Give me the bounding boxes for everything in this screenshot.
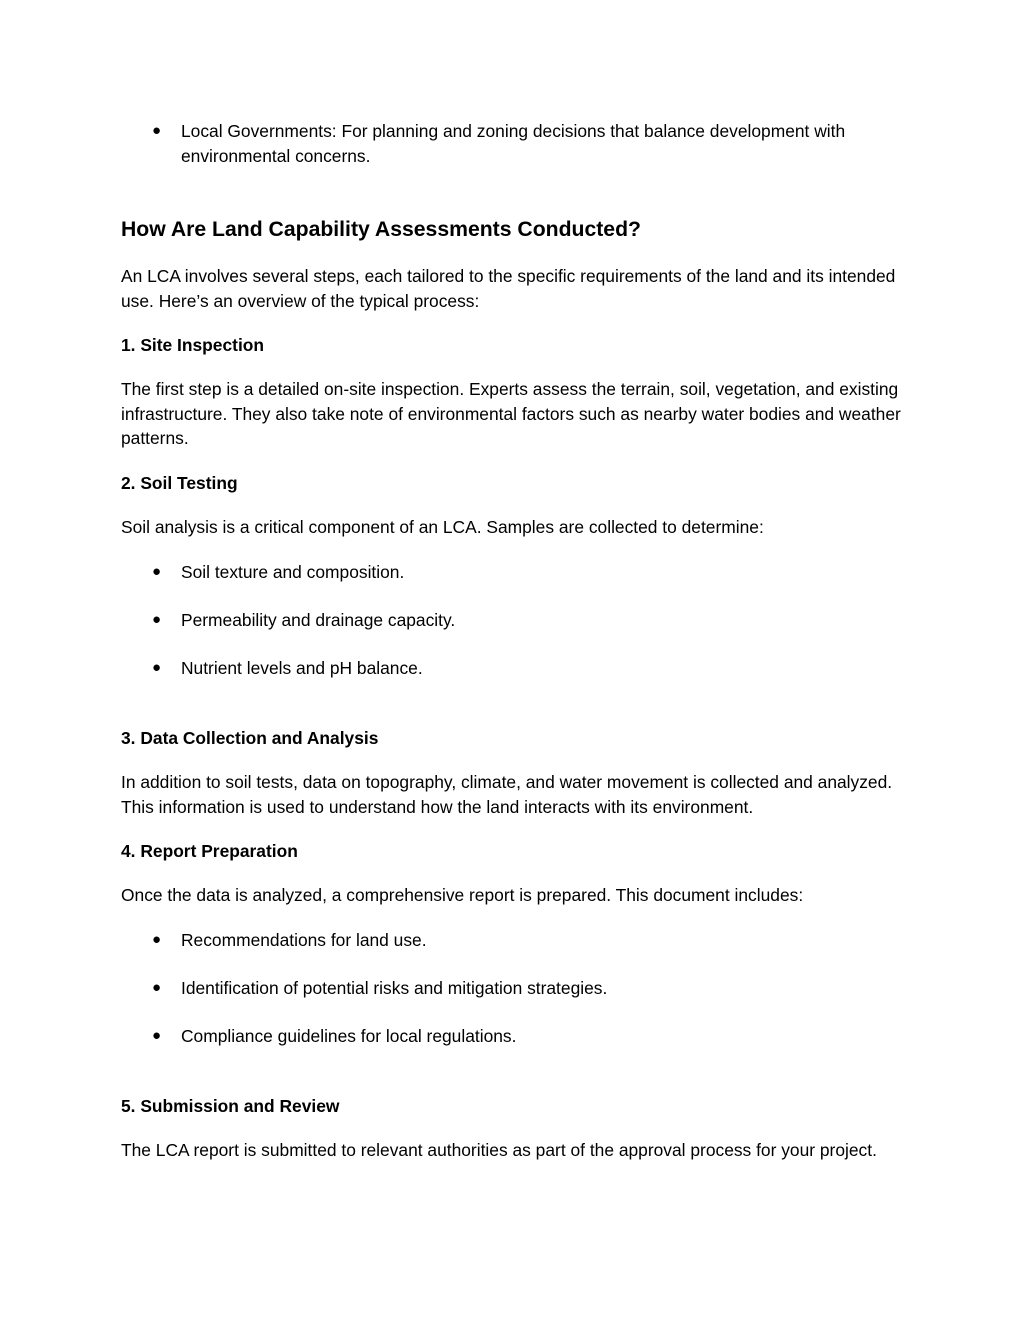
- step-heading-report-preparation: 4. Report Preparation: [121, 841, 298, 861]
- step-heading-site-inspection: 1. Site Inspection: [121, 335, 265, 355]
- bullet-icon: ●: [152, 659, 162, 676]
- bullet-icon: ●: [152, 1027, 162, 1044]
- list-item-text: Permeability and drainage capacity.: [181, 610, 456, 630]
- bullet-icon: ●: [152, 563, 162, 580]
- step-paragraph-site-inspection: The first step is a detailed on-site inspection. Experts assess the terrain, soil, vegetation, and existing infrastructure. They also take note of environmental factors such as nearby water bodies and weather patterns.: [121, 379, 901, 448]
- bullet-icon: ●: [152, 122, 162, 139]
- step-paragraph-data-collection: In addition to soil tests, data on topography, climate, and water movement is collected and analyzed. This information is used to understand how the land interacts with its environment.: [121, 772, 893, 817]
- intro-paragraph: An LCA involves several steps, each tailored to the specific requirements of the land and its intended use. Here’s an overview of the typical process:: [121, 266, 896, 311]
- bullet-icon: ●: [152, 611, 162, 628]
- list-item-text: Compliance guidelines for local regulations.: [181, 1026, 517, 1046]
- step-heading-soil-testing: 2. Soil Testing: [121, 473, 238, 493]
- step-heading-submission-review: 5. Submission and Review: [121, 1096, 340, 1116]
- list-item-text: Nutrient levels and pH balance.: [181, 658, 423, 678]
- list-item-text: Soil texture and composition.: [181, 562, 405, 582]
- step-paragraph-submission-review: The LCA report is submitted to relevant authorities as part of the approval process for your project.: [121, 1140, 877, 1160]
- list-item-text: Local Governments: For planning and zoning decisions that balance development with environmental concerns.: [181, 121, 846, 166]
- list-item-text: Identification of potential risks and mitigation strategies.: [181, 978, 608, 998]
- step-heading-data-collection: 3. Data Collection and Analysis: [121, 728, 379, 748]
- step-paragraph-report-preparation: Once the data is analyzed, a comprehensive report is prepared. This document includes:: [121, 885, 804, 905]
- bullet-icon: ●: [152, 931, 162, 948]
- step-paragraph-soil-testing: Soil analysis is a critical component of an LCA. Samples are collected to determine:: [121, 517, 764, 537]
- section-heading: How Are Land Capability Assessments Conducted?: [121, 218, 641, 241]
- bullet-icon: ●: [152, 979, 162, 996]
- list-item-text: Recommendations for land use.: [181, 930, 427, 950]
